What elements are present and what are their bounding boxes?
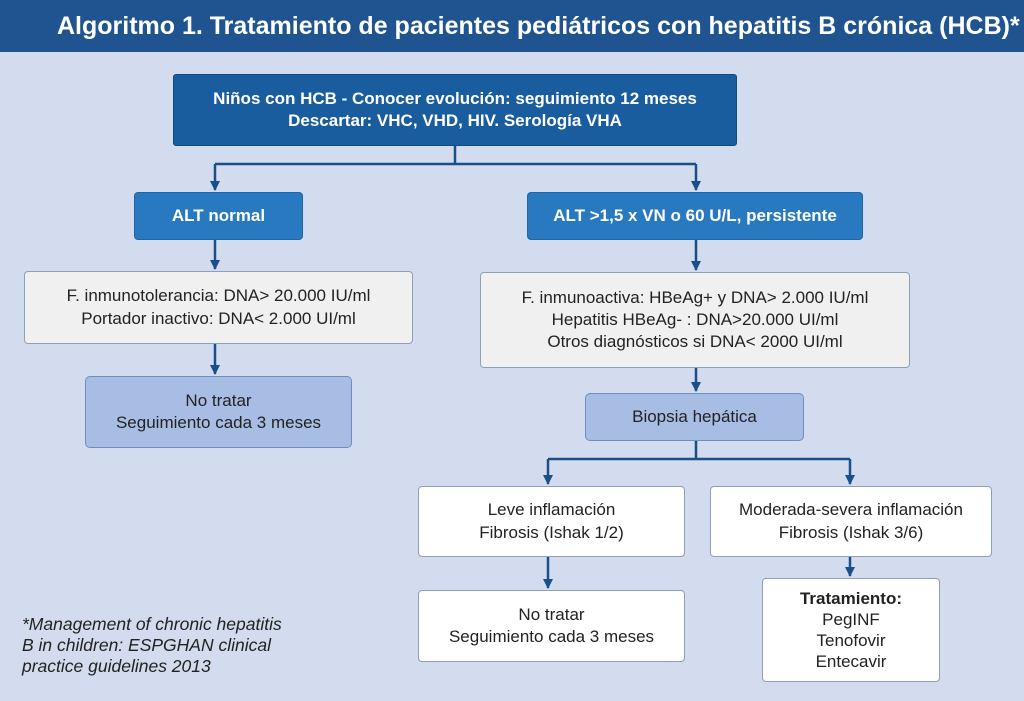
- footnote-line-2: B in children: ESPGHAN clinical: [22, 635, 271, 655]
- no-treat-right-line-1: No tratar: [518, 604, 585, 624]
- root-node: [173, 74, 737, 146]
- mild-line-1: Leve inflamación: [487, 500, 616, 520]
- immunoactive-line-1: F. inmunoactiva: HBeAg+ y DNA> 2.000 IU/ml: [521, 287, 869, 307]
- root-line-2: Descartar: VHC, VHD, HIV. Serología VHA: [288, 111, 622, 130]
- root-line-1: Niños con HCB - Conocer evolución: seguimiento 12 meses: [213, 88, 697, 108]
- treatment-item: PegINF: [822, 609, 880, 629]
- biopsy-label: Biopsia hepática: [632, 406, 757, 426]
- immunoactive-line-2: Hepatitis HBeAg- : DNA>20.000 UI/ml: [551, 309, 839, 329]
- immunoactive-line-3: Otros diagnósticos si DNA< 2000 UI/ml: [547, 332, 843, 352]
- no-treat-right-line-2: Seguimiento cada 3 meses: [448, 627, 655, 646]
- severe-line-1: Moderada-severa inflamación: [739, 500, 963, 520]
- immunoactive-node: [480, 272, 910, 368]
- no-treat-right-node: [418, 590, 685, 662]
- severe-node: [710, 486, 992, 557]
- footnote-line-3: practice guidelines 2013: [22, 656, 211, 676]
- treatment-item: Entecavir: [815, 652, 887, 672]
- no-treat-left-line-2: Seguimiento cada 3 meses: [115, 413, 322, 432]
- treatment-node: [762, 578, 940, 682]
- treatment-heading: Tratamiento:: [799, 588, 903, 608]
- footnote-reference: [22, 614, 282, 677]
- alt-high-node: [527, 192, 863, 240]
- biopsy-node: [585, 393, 804, 441]
- alt-high-label: ALT >1,5 x VN o 60 U/L, persistente: [553, 205, 837, 225]
- no-treat-left-line-1: No tratar: [185, 390, 252, 410]
- immunotolerance-line-1: F. inmunotolerancia: DNA> 20.000 IU/ml: [66, 286, 371, 306]
- immunotolerance-node: [24, 271, 413, 344]
- severe-line-2: Fibrosis (Ishak 3/6): [778, 522, 924, 542]
- alt-normal-label: ALT normal: [171, 205, 266, 225]
- immunotolerance-line-2: Portador inactivo: DNA< 2.000 UI/ml: [81, 308, 356, 328]
- page-title: Algoritmo 1. Tratamiento de pacientes pediátricos con hepatitis B crónica (HCB)*: [0, 0, 1024, 52]
- treatment-item: Tenofovir: [816, 631, 886, 650]
- no-treat-left-node: [85, 376, 352, 448]
- footnote-line-1: *Management of chronic hepatitis: [22, 614, 282, 634]
- alt-normal-node: [134, 192, 303, 240]
- mild-node: [418, 486, 685, 557]
- mild-line-2: Fibrosis (Ishak 1/2): [479, 522, 624, 542]
